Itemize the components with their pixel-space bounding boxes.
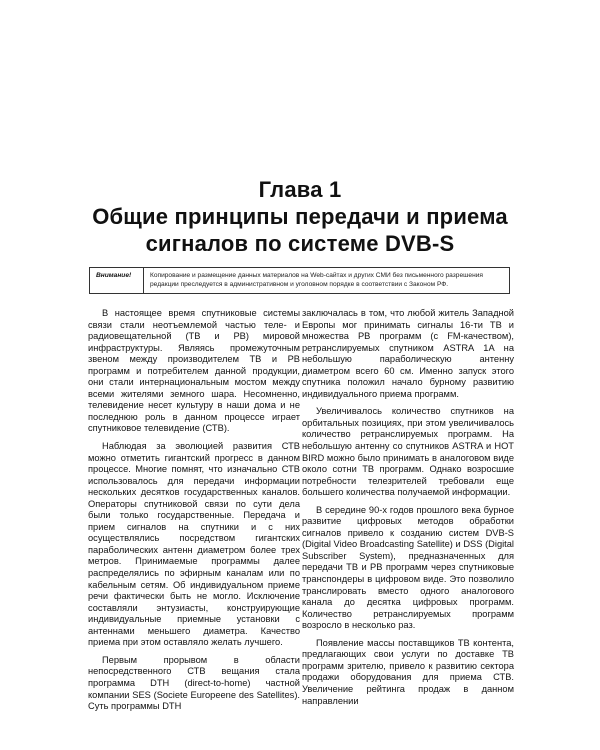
paragraph: заключалась в том, что любой житель Западной Европы мог принимать сигналы 16-ти ТВ и множества РВ программ (с FM-качеством), ретранслируемых спутником ASTRA 1A на небольшую параболическую антенну диаметром всего 60 см. Именно запуск этого спутника положил начало бурному развитию индивидуального приема программ. [302, 308, 514, 399]
notice-label: Внимание! [90, 268, 144, 293]
paragraph: В середине 90-х годов прошлого века бурное развитие цифровых методов обработки сигналов привело к созданию систем DVB-S (Digital Video Broadcasting Satellite) и DSS (Digital Subscriber System), предназначенных для передачи ТВ и РВ программ через спутниковые транспондеры в цифровом виде. Это позволило транслировать вместо одного аналогового канала до десятка цифровых программ. Количество ретранслируемых программ возросло в несколько раз. [302, 504, 514, 631]
paragraph: Появление массы поставщиков ТВ контента, предлагающих свои услуги по доставке ТВ программ зрителю, привело к развитию сектора продажи оборудования для приема СТВ. Увеличение рейтинга продаж в данном направлении [302, 637, 514, 706]
chapter-title: Общие принципы передачи и приема сигналов по системе DVB-S [92, 204, 508, 256]
paragraph: Наблюдая за эволюцией развития СТВ можно отметить гигантский прогресс в данном процессе. Многие помнят, что изначально СТВ использовалось для передачи информации нескольких десятков государственных каналов. Операторы спутниковой связи по сути дела были только государственные. Передача и прием сигналов на спутники и с них осуществлялись посредством гигантских параболических антенн диаметром более трех метров. Принимаемые программы далее распределялись по эфирным каналам или по кабельным сетям. Об индивидуальном приеме речи фактически быть не могло. Исключение составляли энтузиасты, конструирующие индивидуальные приемные установки с антеннами меньшего диаметра. Качество приема при этом оставляло желать лучшего. [88, 441, 300, 648]
paragraph: Первым прорывом в области непосредственного СТВ вещания стала программа DTH (direct-to-home) частной компании SES (Societe Europeene des Satellites). Суть программы DTH [88, 654, 300, 712]
left-column [88, 308, 300, 719]
right-column [302, 308, 514, 713]
paragraph: В настоящее время спутниковые системы связи стали неотъемлемой частью теле- и радиовещательной (ТВ и РВ) мировой инфраструктуры. Являясь промежуточным звеном между производителем ТВ и РВ программ и потребителем данной продукции, они стали интернациональным мостом между всеми жителями земного шара. Несомненно, телевидение несет культуру в наши дома и не последнюю роль в данном процессе играет спутниковое телевидение (СТВ). [88, 308, 300, 434]
notice-text: Копирование и размещение данных материалов на Web-сайтах и других СМИ без письменного разрешения редакции преследуется в административном и уголовном порядке в соответствии с Законом РФ. [150, 272, 483, 288]
paragraph: Увеличивалось количество спутников на орбитальных позициях, при этом увеличивалось количество ретранслируемых программ. На небольшую антенну со спутников ASTRA и HOT BIRD можно было принимать в аналоговом виде около сотни ТВ программ. Однако возросшие потребности телезрителей требовали еще большего количества получаемой информации. [302, 406, 514, 498]
chapter-number: Глава 1 [258, 177, 342, 202]
copyright-notice [89, 267, 510, 294]
